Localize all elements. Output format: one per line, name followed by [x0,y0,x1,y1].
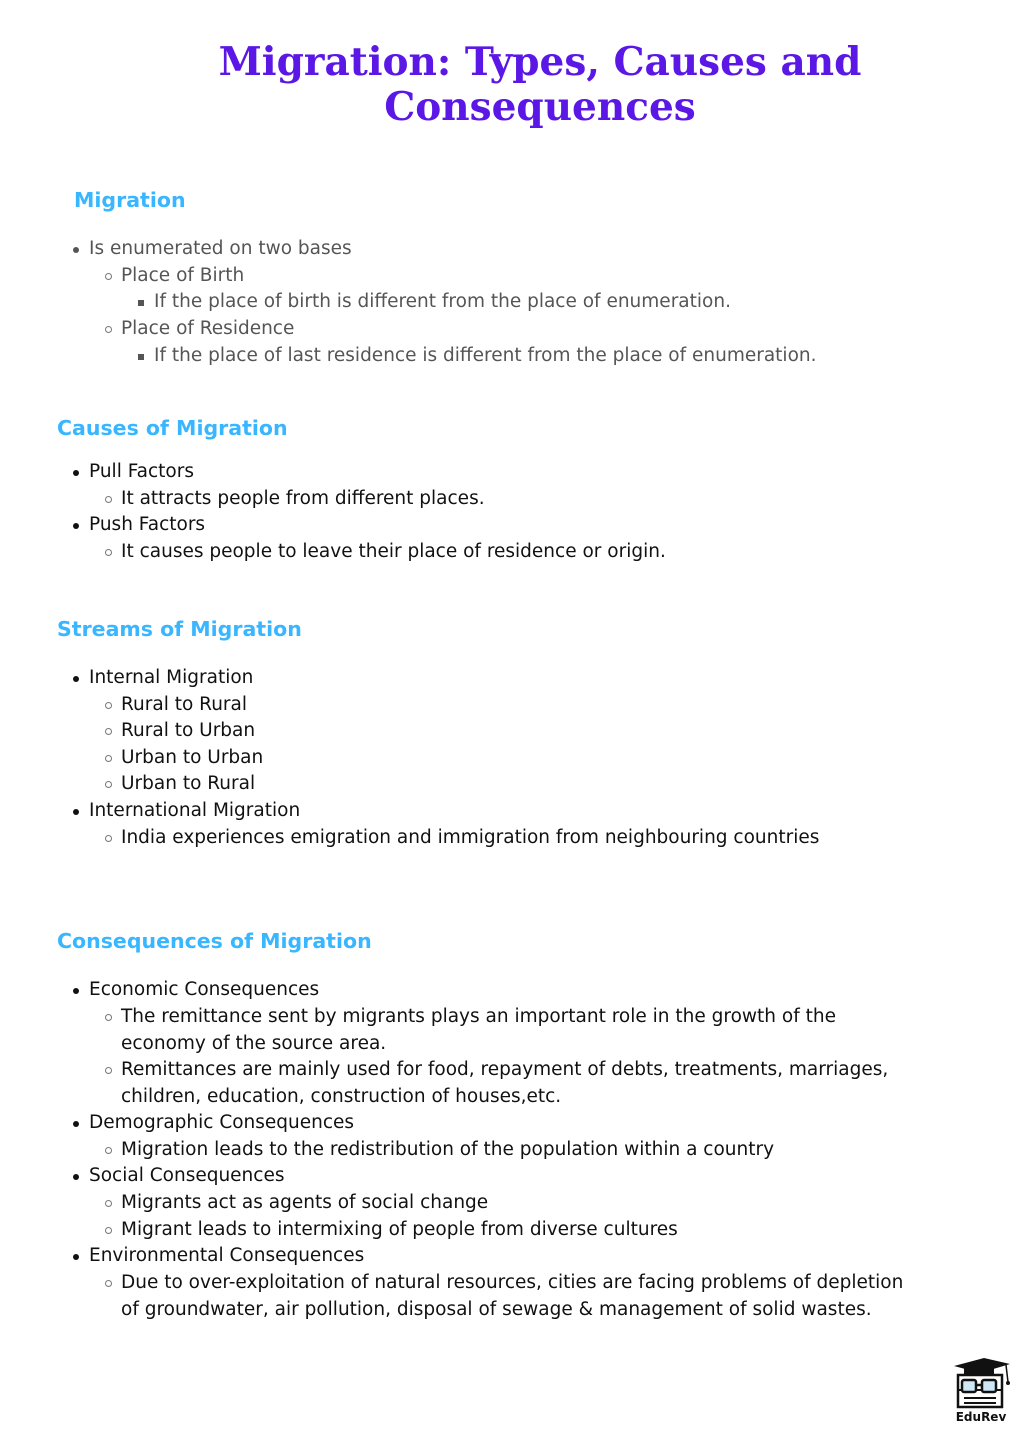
list-item: It causes people to leave their place of residence or origin. [121,539,666,566]
list-item: Urban to Urban [121,745,263,772]
list-item: The remittance sent by migrants plays an important role in the growth of the economy of the source area. [121,1004,921,1057]
list-item: Economic Consequences [89,977,319,1004]
section-heading-migration: Migration [74,188,186,212]
list-item: Due to over-exploitation of natural resources, cities are facing problems of depletion of groundwater, air pollution, disposal of sewage & management of solid wastes. [121,1270,911,1323]
list-item: Migrant leads to intermixing of people from diverse cultures [121,1217,678,1244]
list-item: Rural to Urban [121,718,255,745]
list-item: Place of Birth [121,263,244,290]
list-item: Urban to Rural [121,771,255,798]
list-item: Environmental Consequences [89,1243,364,1270]
list-item: Social Consequences [89,1163,284,1190]
brand-logo-text: EduRev [955,1410,1007,1424]
page-title: Migration: Types, Causes and Consequences [218,39,862,130]
list-item: Internal Migration [89,665,253,692]
list-item: Push Factors [89,512,205,539]
list-item: It attracts people from different places. [121,486,485,513]
list-item: Pull Factors [89,459,194,486]
list-item: India experiences emigration and immigration from neighbouring countries [121,825,819,852]
list-item: If the place of last residence is different from the place of enumeration. [154,343,817,370]
section-heading-consequences: Consequences of Migration [57,929,372,953]
list-item: Migrants act as agents of social change [121,1190,488,1217]
list-item: Remittances are mainly used for food, repayment of debts, treatments, marriages, children, education, construction of houses,etc. [121,1057,901,1110]
list-item: Place of Residence [121,316,294,343]
list-item: Rural to Rural [121,692,247,719]
list-item: Demographic Consequences [89,1110,354,1137]
list-item: If the place of birth is different from the place of enumeration. [154,289,731,316]
list-item: Is enumerated on two bases [89,236,352,263]
section-heading-streams: Streams of Migration [57,617,302,641]
list-item: Migration leads to the redistribution of the population within a country [121,1137,774,1164]
list-item: International Migration [89,798,300,825]
section-heading-causes: Causes of Migration [57,416,288,440]
